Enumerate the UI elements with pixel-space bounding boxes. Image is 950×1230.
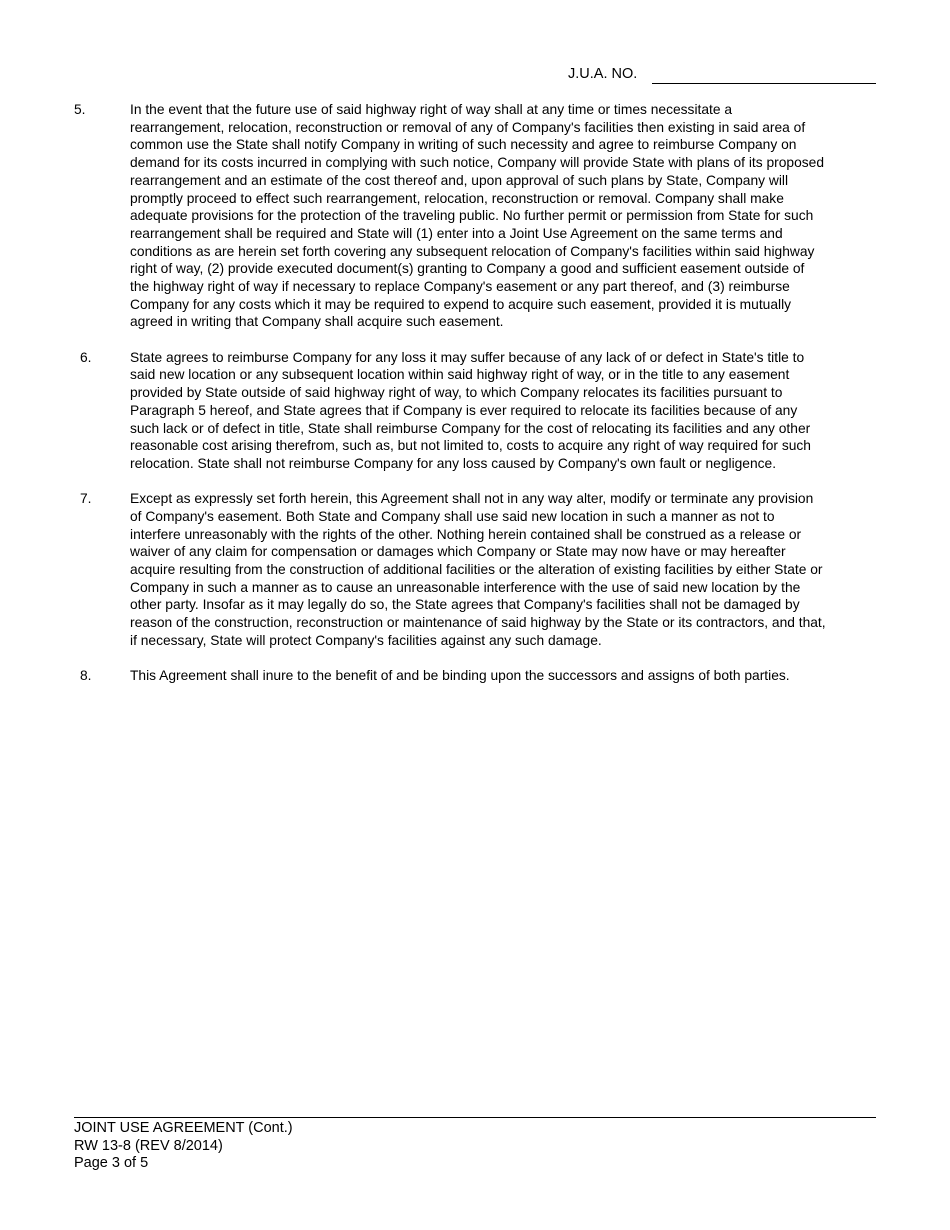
clause-8 [74,667,876,685]
jua-number-label: J.U.A. NO. [568,66,638,82]
clause-number: 6. [80,349,92,365]
jua-number-blank-line [652,83,876,84]
page-footer [74,1117,876,1173]
footer-form-number: RW 13-8 (REV 8/2014) [74,1137,223,1154]
clause-text: State agrees to reimburse Company for any loss it may suffer because of any lack of or defect in State's title to said new location or any subsequent location within said highway right of way, or in the title to any easement provided by State outside of said highway right of way, to which Company relocates its facilities pursuant to Paragraph 5 hereof, and State agrees that if Company is ever required to relocate its facilities because of any such lack or of defect in title, State shall reimburse Company for the cost of relocating its facilities and any other reasonable cost arising therefrom, such as, but not limited to, costs to acquire any right of way required for such relocation. State shall not reimburse Company for any loss caused by Company's own fault or negligence. [130,349,811,471]
clause-text: This Agreement shall inure to the benefit of and be binding upon the successors and assigns of both parties. [130,668,790,684]
clause-7 [74,490,876,649]
footer-title: JOINT USE AGREEMENT (Cont.) [74,1120,293,1136]
clause-number: 5. [74,102,86,117]
clause-number: 8. [80,668,92,684]
clause-5 [74,101,876,331]
clause-text: In the event that the future use of said highway right of way shall at any time or times necessitate a rearrangement, relocation, reconstruction or removal of any of Company's facilities then existing in said area of common use the State shall notify Company in writing of such necessity and agree to reimburse Company on demand for its costs incurred in complying with such notice, Company will provide State with plans of its proposed rearrangement and an estimate of the cost thereof and, upon approval of such plans by State, Company will promptly proceed to effect such rearrangement, relocation, reconstruction or removal. Company shall make adequate provisions for the protection of the traveling public. No further permit or permission from State for such rearrangement shall be required and State will (1) enter into a Joint Use Agreement on the same terms and conditions as are herein set forth covering any subsequent relocation of Company's facilities within said highway right of way, (2) provide executed document(s) granting to Company a good and sufficient easement outside of the highway right of way if necessary to replace Company's easement or any part thereof, and (3) reimburse Company for any costs which it may be required to expend to acquire such easement, provided it is mutually agreed in writing that Company shall acquire such easement. [130,102,825,330]
agreement-clauses [74,101,876,702]
footer-page-number: Page 3 of 5 [74,1155,149,1172]
clause-text: Except as expressly set forth herein, this Agreement shall not in any way alter, modify or terminate any provision of Company's easement. Both State and Company shall use said new location in such a manner as not to interfere unreasonably with the rights of the other. Nothing herein contained shall be construed as a release or waiver of any claim for compensation or damages which Company or State may now have or may hereafter acquire resulting from the construction of additional facilities or the alteration of existing facilities by either State or Company in such a manner as to cause an unreasonable interference with the use of said new location by the other party. Insofar as it may legally do so, the State agrees that Company's facilities shall not be damaged by reason of the construction, reconstruction or maintenance of said highway by the State or its contractors, and that, if necessary, State will protect Company's facilities against any such damage. [130,491,826,648]
jua-number-field [568,66,876,86]
clause-number: 7. [80,491,92,507]
clause-6 [74,349,876,473]
